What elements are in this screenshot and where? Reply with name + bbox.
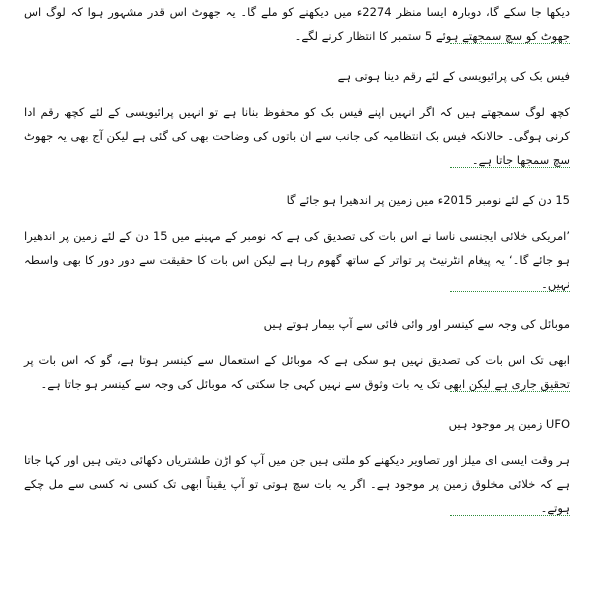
paragraph-darkness-november: ’امریکی خلائی ایجنسی ناسا نے اس بات کی تصدیق کی ہے کہ نومبر کے مہینے میں 15 دن کے لئے زمین پر اندھیرا ہو جائے گا۔‘ یہ پیغام انٹرنیٹ پر تواتر کے ساتھ گھوم رہا ہے لیکن اس بات کا حقیقت سے دور دور کا بھی واسطہ نہیں۔ [24, 224, 570, 296]
heading-ufo: UFO زمین پر موجود ہیں [448, 417, 570, 431]
paragraph-ufo: ہر وقت ایسی ای میلز اور تصاویر دیکھنے کو ملتی ہیں جن میں آپ کو اڑن طشتریاں دکھائی دیتی ہیں اور کہا جاتا ہے کہ خلائی مخلوق زمین پر موجود ہے۔ اگر یہ بات سچ ہوتی تو آپ یقیناً ابھی تک کسی نہ کسی سے مل چکے ہوتے۔ [24, 448, 570, 520]
heading-mobile-cancer: موبائل کی وجہ سے کینسر اور وائی فائی سے آپ بیمار ہوتے ہیں [263, 317, 570, 331]
paragraph-mobile-cancer: ابھی تک اس بات کی تصدیق نہیں ہو سکی ہے کہ موبائل کے استعمال سے کینسر ہوتا ہے، گو کہ اس بات پر تحقیق جاری ہے لیکن ابھی تک یہ بات وثوق سے نہیں کہی جا سکتی کہ موبائل کی وجہ سے کینسر ہو جاتا ہے۔ [24, 348, 570, 396]
heading-facebook-privacy: فیس بک کی پرائیویسی کے لئے رقم دینا ہوتی ہے [337, 69, 570, 83]
paragraph-facebook-privacy: کچھ لوگ سمجھتے ہیں کہ اگر انہیں اپنے فیس بک کو محفوظ بنانا ہے تو انہیں پرائیویسی کے لئے کچھ رقم ادا کرنی ہوگی۔ حالانکہ فیس بک انتظامیہ کی جانب سے ان باتوں کی وضاحت بھی کی گئی ہے لیکن آج بھی یہ جھوٹ سچ سمجھا جاتا ہے۔ [24, 100, 570, 172]
paragraph-solar-event: دیکھا جا سکے گا، دوبارہ ایسا منظر 2274ء میں دیکھنے کو ملے گا۔ یہ جھوٹ اس قدر مشہور ہوا کہ لوگ اس جھوٹ کو سچ سمجھتے ہوئے 5 ستمبر کا انتظار کرنے لگے۔ [24, 0, 570, 48]
heading-darkness-november: 15 دن کے لئے نومبر 2015ء میں زمین پر اندھیرا ہو جائے گا [286, 193, 570, 207]
